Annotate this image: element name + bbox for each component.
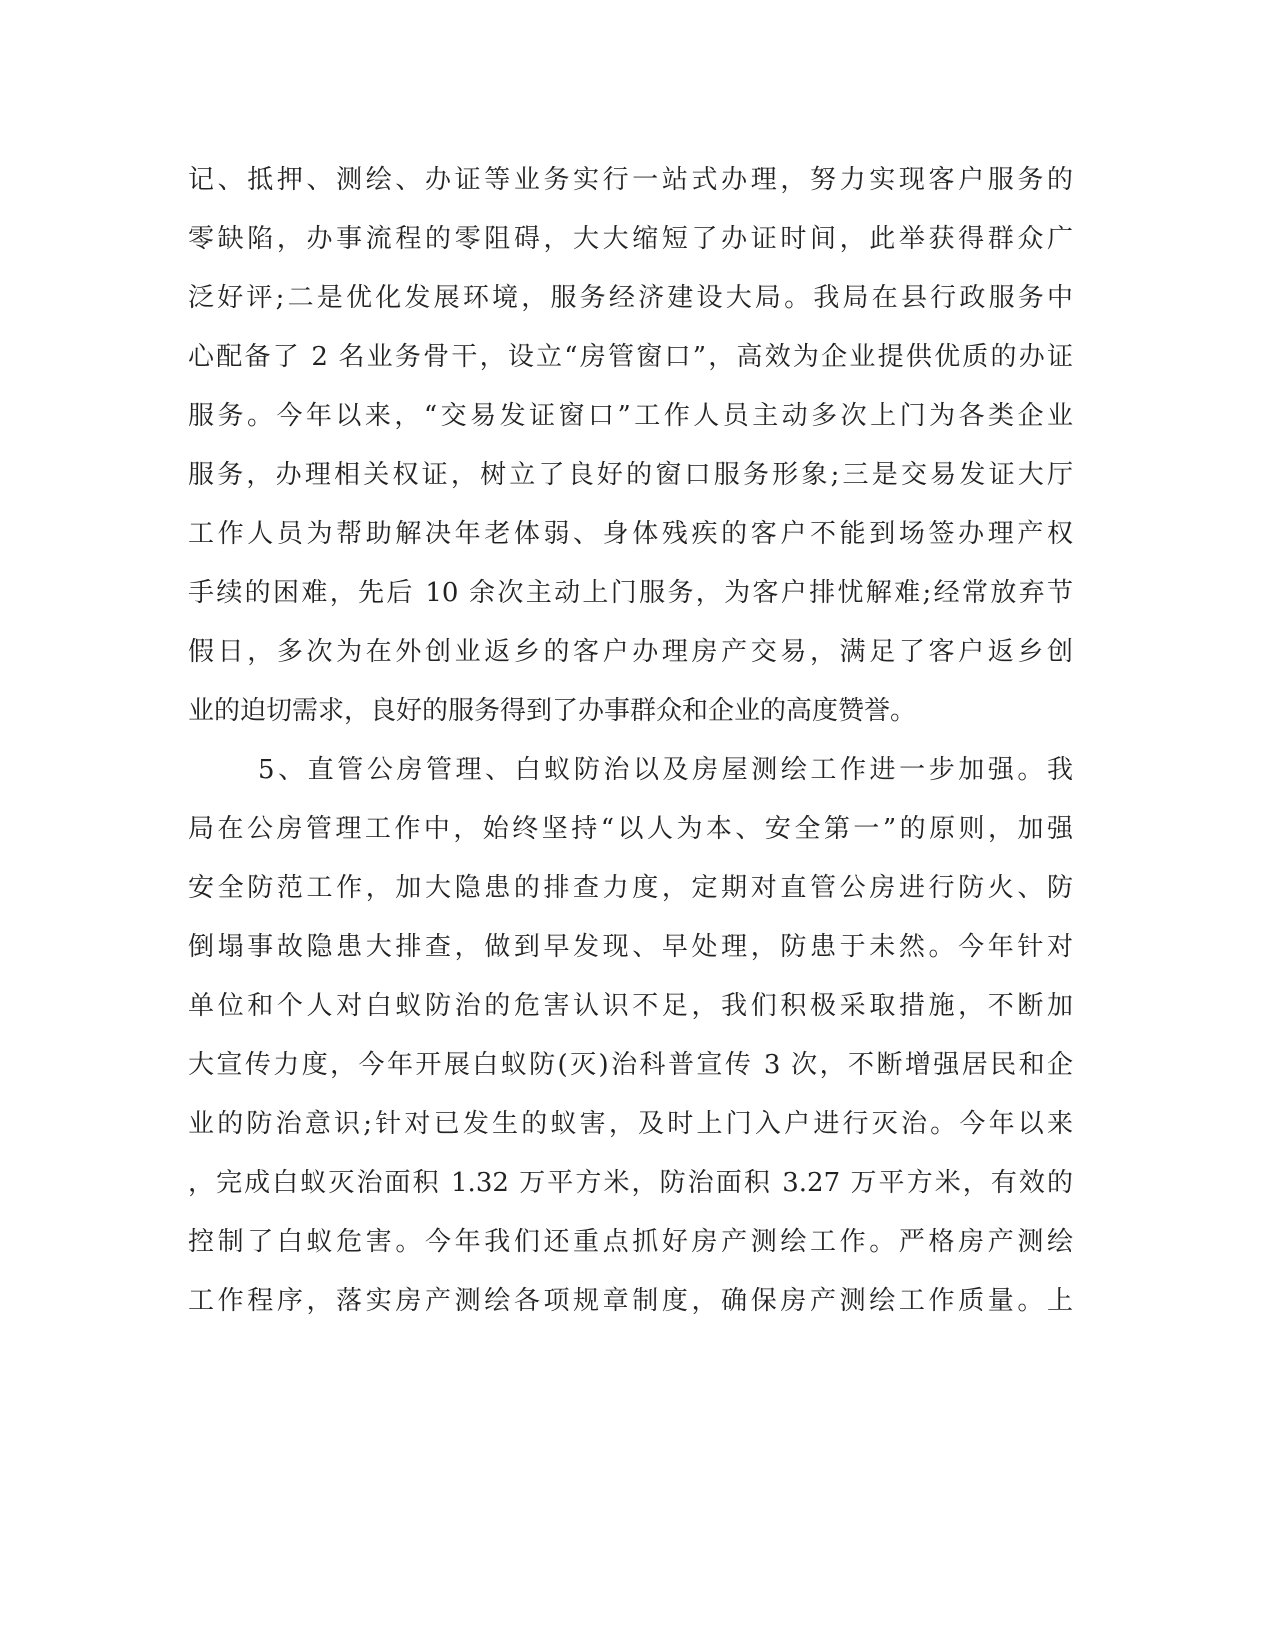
text-line: 控制了白蚁危害。今年我们还重点抓好房产测绘工作。严格房产测绘 xyxy=(188,1227,1073,1257)
text-line: 安全防范工作，加大隐患的排查力度，定期对直管公房进行防火、防 xyxy=(188,873,1073,903)
text-line: 工作人员为帮助解决年老体弱、身体残疾的客户不能到场签办理产权 xyxy=(188,519,1073,549)
text-line: 倒塌事故隐患大排查，做到早发现、早处理，防患于未然。今年针对 xyxy=(188,932,1073,962)
text-line: 大宣传力度，今年开展白蚁防(灭)治科普宣传 3 次，不断增强居民和企 xyxy=(188,1050,1073,1080)
text-line: 业的迫切需求，良好的服务得到了办事群众和企业的高度赞誉。 xyxy=(188,696,917,726)
text-line: 工作程序，落实房产测绘各项规章制度，确保房产测绘工作质量。上 xyxy=(188,1286,1073,1316)
paragraph-start-line: 5、直管公房管理、白蚁防治以及房屋测绘工作进一步加强。我 xyxy=(258,755,1073,785)
text-line: 假日，多次为在外创业返乡的客户办理房产交易，满足了客户返乡创 xyxy=(188,637,1073,667)
text-line: 零缺陷，办事流程的零阻碍，大大缩短了办证时间，此举获得群众广 xyxy=(188,224,1073,254)
text-line: 业的防治意识;针对已发生的蚁害，及时上门入户进行灭治。今年以来 xyxy=(188,1109,1073,1139)
text-line: 单位和个人对白蚁防治的危害认识不足，我们积极采取措施，不断加 xyxy=(188,991,1073,1021)
text-line: 局在公房管理工作中，始终坚持“以人为本、安全第一”的原则，加强 xyxy=(188,814,1073,844)
text-line: 服务。今年以来，“交易发证窗口”工作人员主动多次上门为各类企业 xyxy=(188,401,1073,431)
text-line: 记、抵押、测绘、办证等业务实行一站式办理，努力实现客户服务的 xyxy=(188,165,1073,195)
text-line: 手续的困难，先后 10 余次主动上门服务，为客户排忧解难;经常放弃节 xyxy=(188,578,1073,608)
text-line: 服务，办理相关权证，树立了良好的窗口服务形象;三是交易发证大厅 xyxy=(188,460,1073,490)
text-line: 泛好评;二是优化发展环境，服务经济建设大局。我局在县行政服务中 xyxy=(188,283,1073,313)
text-line: ，完成白蚁灭治面积 1.32 万平方米，防治面积 3.27 万平方米，有效的 xyxy=(188,1168,1073,1198)
text-line: 心配备了 2 名业务骨干，设立“房管窗口”，高效为企业提供优质的办证 xyxy=(188,342,1073,372)
